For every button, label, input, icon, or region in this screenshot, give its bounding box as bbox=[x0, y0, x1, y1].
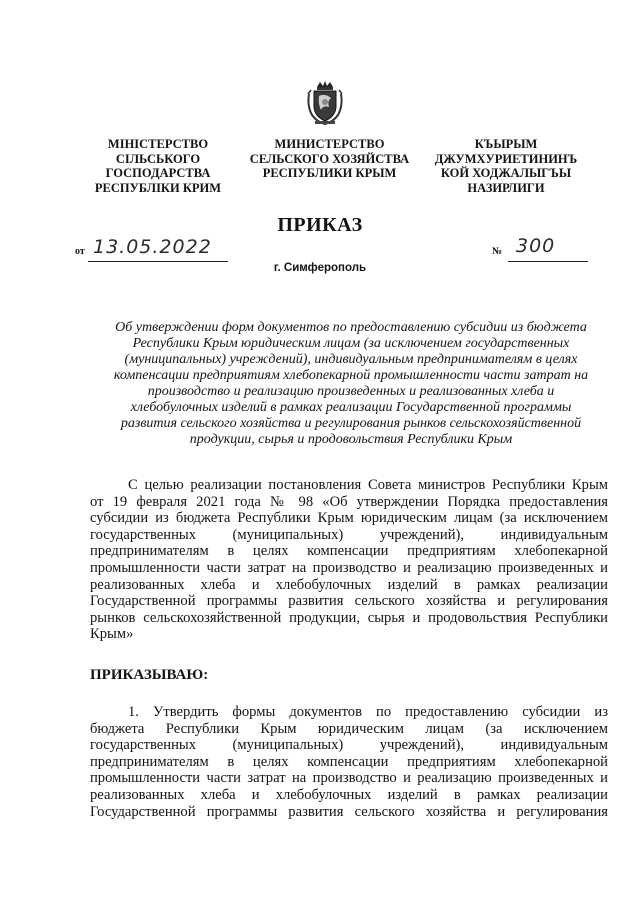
subject-line: (муниципальных) учреждений), индивидуальным предпринимателям в целях bbox=[124, 352, 578, 367]
handwritten-date: 13.05.2022 bbox=[93, 236, 212, 258]
paragraph-line: государственных (муниципальных) учреждений), индивидуальным bbox=[90, 526, 608, 543]
header-line: КЪЫРЫМ bbox=[474, 137, 538, 151]
paragraph-line: субсидии из бюджета Республики Крым юридическим лицам (за исключением bbox=[90, 510, 608, 527]
paragraph-line: рынков сельскохозяйственной продукции, сырья и продовольствия Республики bbox=[90, 609, 608, 626]
paragraph-line: 1. Утвердить формы документов по предоставлению субсидии из bbox=[128, 704, 608, 720]
subject-line: развития сельского хозяйства и регулирования рынков сельскохозяйственной bbox=[120, 416, 582, 431]
header-ministry-ukrainian bbox=[88, 137, 228, 195]
date-prefix: от bbox=[75, 246, 85, 257]
paragraph-line: Государственной программы развития сельского хозяйства и регулирования bbox=[90, 593, 608, 610]
paragraph-line: реализованных хлеба и хлебобулочных изделий в рамках реализации bbox=[90, 786, 608, 803]
paragraph-line: бюджета Республики Крым юридическим лицам (за исключением bbox=[90, 720, 608, 737]
header-ministry-russian bbox=[242, 137, 417, 181]
paragraph-line: С целью реализации постановления Совета министров Республики Крым bbox=[128, 477, 608, 493]
subject-line: Республики Крым юридическим лицам (за исключением государственных bbox=[132, 336, 570, 351]
handwritten-number: 300 bbox=[516, 235, 556, 257]
order-heading: ПРИКАЗЫВАЮ: bbox=[90, 667, 209, 683]
header-line: КОЙ ХОДЖАЛЫГЪЫ bbox=[440, 166, 572, 180]
header-line: ДЖУМХУРИЕТИНИНЪ bbox=[434, 151, 578, 166]
header-line: МИНИСТЕРСТВО bbox=[274, 137, 385, 151]
paragraph-line: реализованных хлеба и хлебобулочных изделий в рамках реализации bbox=[90, 576, 608, 593]
paragraph-line: государственных (муниципальных) учреждений), индивидуальным bbox=[90, 737, 608, 754]
header-line: НАЗИРЛИГИ bbox=[467, 180, 545, 195]
header-line: ГОСПОДАРСТВА bbox=[105, 166, 211, 180]
header-line: РЕСПУБЛИКИ КРЫМ bbox=[262, 166, 397, 180]
paragraph-line: Крым» bbox=[90, 626, 134, 643]
paragraph-line: предпринимателям в целях компенсации предприятиям хлебопекарной bbox=[90, 543, 608, 560]
paragraph-line: промышленности части затрат на производство и реализацию произведенных и bbox=[90, 559, 608, 576]
city-line: г. Симферополь bbox=[273, 262, 367, 274]
preamble-paragraph bbox=[90, 477, 608, 643]
subject-line: производство и реализацию произведенных и реализованных хлеба и bbox=[147, 384, 555, 399]
header-line: СЕЛЬСКОГО ХОЗЯЙСТВА bbox=[249, 151, 410, 166]
document-title: ПРИКАЗ bbox=[277, 214, 363, 236]
header-ministry-crimean-tatar bbox=[420, 137, 592, 195]
header-line: РЕСПУБЛІКИ КРИМ bbox=[94, 180, 222, 195]
header-line: СІЛЬСЬКОГО bbox=[115, 151, 201, 166]
number-prefix: № bbox=[492, 246, 503, 257]
paragraph-line: промышленности части затрат на производство и реализацию произведенных и bbox=[90, 770, 608, 787]
coat-of-arms-emblem bbox=[305, 80, 345, 126]
order-subject bbox=[86, 320, 616, 448]
paragraph-line: Государственной программы развития сельского хозяйства и регулирования bbox=[90, 803, 608, 820]
subject-line: хлебобулочных изделий в рамках реализации Государственной программы bbox=[130, 400, 572, 415]
subject-line: продукции, сырья и продовольствия Республики Крым bbox=[189, 432, 513, 447]
header-line: МІНІСТЕРСТВО bbox=[107, 137, 209, 151]
subject-line: компенсации предприятиям хлебопекарной промышленности части затрат на bbox=[113, 368, 589, 383]
order-item-1 bbox=[90, 704, 608, 820]
paragraph-line: от 19 февраля 2021 года № 98 «Об утверждении Порядка предоставления bbox=[90, 493, 608, 510]
paragraph-line: предпринимателям в целях компенсации предприятиям хлебопекарной bbox=[90, 753, 608, 770]
subject-line: Об утверждении форм документов по предоставлению субсидии из бюджета bbox=[115, 320, 587, 335]
